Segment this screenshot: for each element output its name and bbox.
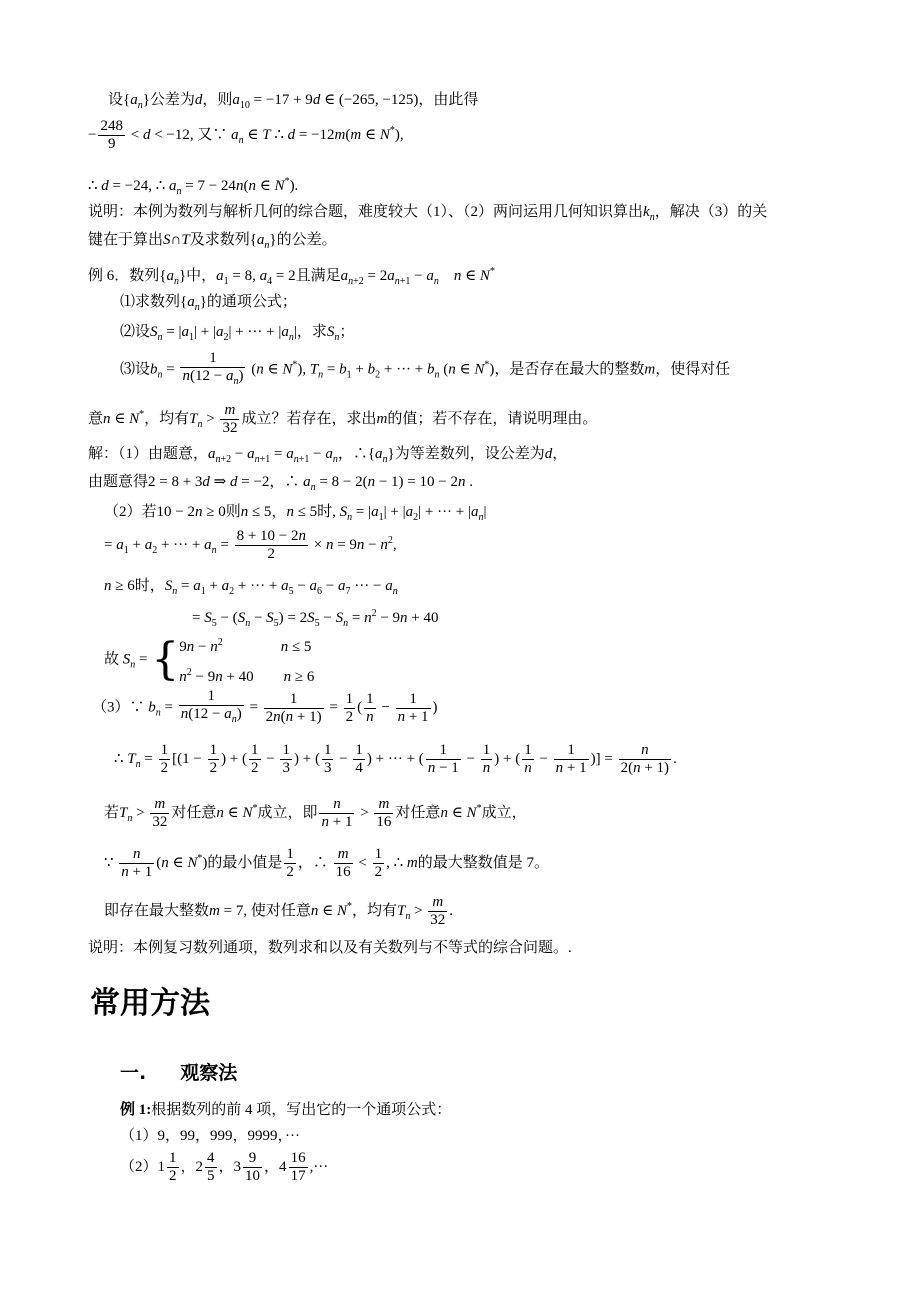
line-question-3: ⑶设$b_n$ = $\frac{1}{n(12 - a_n)}$ (n ∈ N*), $T_n = b_1 + b_2$ + ··· + $b_n$ (n ∈ N*)，是否存在最大的整数m，使得对任 xyxy=(120,350,731,387)
subsection-title: 观察法 xyxy=(180,1062,238,1084)
line-question-1: ⑴求数列$\{a_n\}$的通项公式； xyxy=(120,294,297,313)
line-solution-3: （3）∵ $b_n$ = $\frac{1}{n(12 - a_n)}$ = $\frac{1}{2n(n + 1)}$ = $\frac{1}{2}$ ( $\frac{1}{n}$ − $\frac{1}{n + 1}$ ) xyxy=(92,688,438,725)
line-common-difference: 设$\{a_n\}$公差为d，则$a_{10} = -17 + 9d$ ∈ (−265, −125)，由此得 xyxy=(108,92,479,111)
subsection-number: 一. xyxy=(120,1062,147,1084)
line-example-1-part-1: （1）9，99，999，9999，··· xyxy=(120,1128,300,1144)
line-solution-3-sum: ∴ $T_n$ = $\frac{1}{2}$ [(1 − $\frac{1}{2}$ ) + ( $\frac{1}{2}$ − $\frac{1}{3}$ ) + ( $\frac{1}{3}$ − $\frac{1}{4}$ ) + ··· + ( $\frac{1}{n - 1}$ − $\frac{1}{n}$ ) + ( $\frac{1}{n}$ − $\frac{1}{n + 1}$ )] = $\frac{n}{2(n + 1)}$ . xyxy=(114,742,677,776)
line-solution-2b: = $a_1 + a_2$ + ··· + $a_n$ = $\frac{8 + 10 - 2n}{2}$ × $n = 9n - n^2$, xyxy=(104,528,397,562)
line-solution-3-ineq: 若$T_n$ > $\frac{m}{32}$ 对任意n ∈ N*成立，即 $\frac{n}{n + 1}$ > $\frac{m}{16}$ 对任意n ∈ N*成立， xyxy=(104,796,527,830)
line-solution-1: 解：（1）由题意，$a_{n+2} - a_{n+1} = a_{n+1} - a_n$，$\therefore\{a_n\}$为等差数列，设公差为d， xyxy=(88,446,568,465)
line-note-final: 说明：本例复习数列通项，数列求和以及有关数列与不等式的综合问题。. xyxy=(88,940,572,956)
line-note-1: 说明：本例为数列与解析几何的综合题，难度较大（1）、（2）两问运用几何知识算出$k_n$，解决（3）的关 xyxy=(88,204,768,223)
line-solution-3-min: ∵ $\frac{n}{n + 1}$ (n ∈ N*)的最小值是 $\frac{1}{2}$ ，∴ $\frac{m}{16}$ < $\frac{1}{2}$ , ∴ m的最大整数值是 7。 xyxy=(104,846,550,880)
subsection-heading xyxy=(120,1058,237,1085)
line-solution-1b: 由题意得2 = 8 + 3d ⇒ d = −2，∴ $a_n = 8 - 2(n - 1) = 10 - 2n$ . xyxy=(88,474,473,493)
line-question-2: ⑵设$S_n = |a_1| + |a_2|$ + ··· + $|a_n|$，求$S_n$； xyxy=(120,324,355,343)
example-1-label: 例 1: xyxy=(120,1102,152,1118)
line-example-1 xyxy=(120,1100,451,1120)
line-solution-2: （2）若10 − 2n ≥ 0则n ≤ 5，n ≤ 5时, $S_n = |a_1| + |a_2|$ + ··· + $|a_n|$ xyxy=(104,504,487,523)
line-example-1-part-2: （2）1 $\frac{1}{2}$ ，2 $\frac{4}{5}$ ，3 $\frac{9}{10}$ ，4 $\frac{16}{17}$ ,··· xyxy=(120,1150,329,1184)
line-solution-2c: n ≥ 6时，$S_n = a_1 + a_2$ + ··· + $a_5 - a_6 - a_7$ ··· − $a_n$ xyxy=(104,578,398,597)
section-heading: 常用方法 xyxy=(90,986,210,1021)
line-solution-3-conclusion: 即存在最大整数m = 7, 使对任意n ∈ N*，均有$T_n$ > $\frac{m}{32}$ . xyxy=(104,894,454,928)
line-solution-2d: = $S_5 - (S_n - S_5) = 2S_5 - S_n = n^2 - 9n + 40$ xyxy=(192,608,439,629)
line-note-2: 键在于算出S∩T及求数列$\{a_n\}$的公差。 xyxy=(88,232,337,251)
line-d-range: − $\frac{248}{9}$ < d < −12, 又∵ $a_n$ ∈ T ∴ d = −12m(m ∈ N*), xyxy=(88,118,404,152)
line-solution-2-cases: 故 $S_n$ = { $9n - n^2$ n ≤ 5 $n^2 - 9n + 40$ n ≥ 6 xyxy=(104,634,315,685)
line-question-3b: 意n ∈ N*，均有$T_n$ > $\frac{m}{32}$ 成立？若存在，求出m的值；若不存在，请说明理由。 xyxy=(88,402,598,436)
example-1-text: 根据数列的前 4 项，写出它的一个通项公式： xyxy=(151,1102,452,1118)
line-d-result: ∴ d = −24, ∴ $a_n = 7 - 24n(n$ ∈ N*). xyxy=(88,176,299,197)
line-example-6: 例 6．数列$\{a_n\}$中，$a_1 = 8$, $a_4 = 2$且满足$a_{n+2} = 2a_{n+1} - a_n$ n ∈ N* xyxy=(88,266,495,287)
